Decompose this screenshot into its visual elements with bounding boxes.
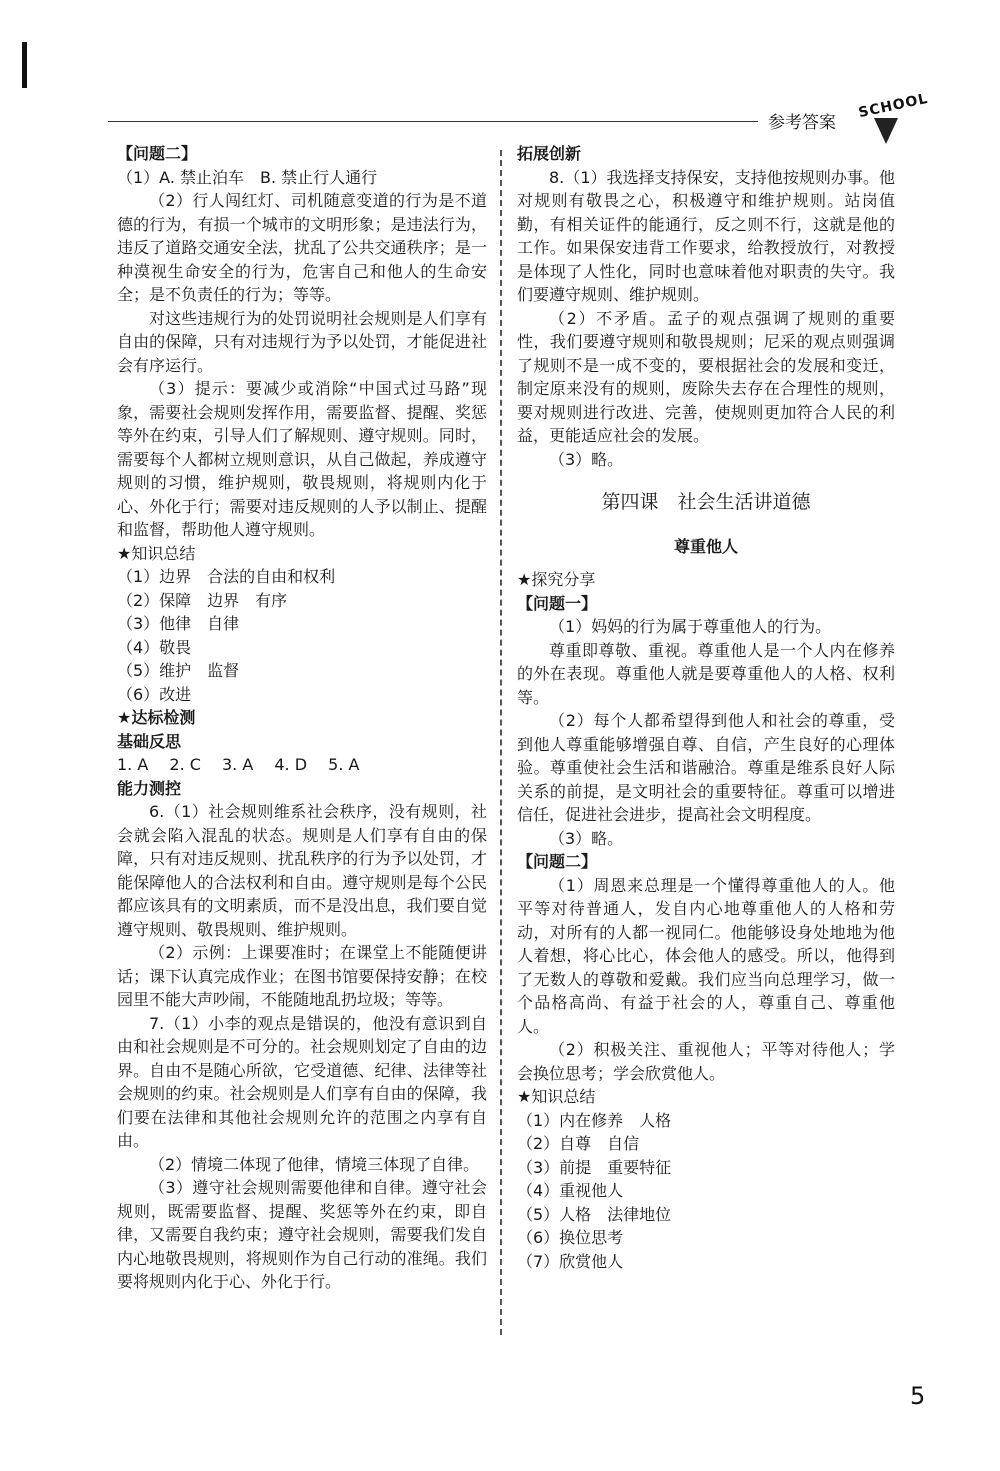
right-paragraph: 第四课 社会生活讲道德 — [601, 491, 811, 513]
school-badge — [852, 90, 930, 148]
right-paragraph: （1）周恩来总理是一个懂得尊重他人的人。他平等对待普通人，发自内心地尊重他人的人格和劳动，对所有的人都一视同仁。他能够设身处地地为他人着想，将心比心，体会他人的感受。所以，他得到了无数人的尊敬和爱戴。我们应当向总理学习，做一个品格高尚、有益于社会的人，尊重自己、尊重他人。 — [517, 875, 895, 1036]
left-paragraph: （5）维护 监督 — [117, 661, 240, 680]
right-paragraph: 尊重即尊敬、重视。尊重他人是一个人内在修养的外在表现。尊重他人就是要尊重他人的人格、权利等。 — [517, 640, 895, 707]
left-paragraph: ★知识总结 — [117, 543, 196, 563]
right-paragraph: （3）前提 重要特征 — [517, 1157, 672, 1177]
right-paragraph: 尊重他人 — [673, 536, 738, 556]
right-paragraph: （1）内在修养 人格 — [517, 1110, 672, 1130]
page-edge-mark — [22, 42, 27, 88]
header-rule — [108, 121, 758, 122]
left-paragraph: （3）他律 自律 — [117, 614, 240, 633]
left-paragraph: （6）改进 — [117, 684, 192, 704]
left-column — [117, 142, 487, 1294]
left-paragraph: （2）情境二体现了他律，情境三体现了自律。 — [149, 1154, 480, 1174]
right-paragraph: （2）每个人都希望得到他人和社会的尊重，受到他人尊重能够增强自尊、自信，产生良好的心理体验。尊重使社会生活和谐融洽。尊重是维系良好人际关系的前提，是文明社会的重要特征。尊重可以增进信任，促进社会进步，提高社会文明程度。 — [517, 711, 895, 824]
right-paragraph: （6）换位思考 — [517, 1228, 624, 1247]
page-number: 5 — [910, 1382, 926, 1410]
header-title: 参考答案 — [768, 113, 836, 133]
right-paragraph: （2）不矛盾。孟子的观点强调了规则的重要性，我们要遵守规则和敬畏规则；尼采的观点则强调了规则不是一成不变的，要根据社会的发展和变迁，制定原来没有的规则，废除失去存在合理性的规则，要对规则进行改进、完善，使规则更加符合人民的利益，更能适应社会的发展。 — [517, 308, 895, 445]
right-paragraph: （2）自尊 自信 — [517, 1134, 640, 1153]
school-badge-label: SCHOOL — [857, 90, 930, 122]
right-paragraph: （7）欣赏他人 — [517, 1251, 624, 1271]
left-paragraph: 能力测控 — [117, 778, 182, 798]
right-paragraph: （4）重视他人 — [517, 1181, 624, 1200]
left-paragraph: （3）提示：要减少或消除“中国式过马路”现象，需要社会规则发挥作用，需要监督、提醒、奖惩等外在约束，引导人们了解规则、遵守规则。同时，需要每个人都树立规则意识，从自己做起，养成遵守规则的习惯，维护规则，敬畏规则，将规则内化于心、外化于行；需要对违反规则的人予以制止、提醒和监督，帮助他人遵守规则。 — [117, 379, 487, 539]
right-paragraph: 拓展创新 — [517, 144, 582, 163]
left-paragraph: 基础反思 — [117, 731, 182, 751]
right-paragraph: 【问题二】 — [517, 852, 598, 871]
right-paragraph: 8.（1）我选择支持保安，支持他按规则办事。他对规则有敬畏之心，积极遵守和维护规则。站岗值勤，有相关证件的能通行，反之则不行，这就是他的工作。如果保安违背工作要求，给教授放行，对教授是体现了人性化，同时也意味着他对职责的失守。我们要遵守规则、维护规则。 — [517, 167, 895, 304]
right-paragraph: （5）人格 法律地位 — [517, 1204, 672, 1224]
left-paragraph: 【问题二】 — [117, 144, 198, 163]
right-paragraph: （3）略。 — [549, 449, 624, 469]
left-paragraph: （4）敬畏 — [117, 637, 192, 657]
left-paragraph: 7.（1）小李的观点是错误的，他没有意识到自由和社会规则是不可分的。社会规则划定了自由的边界。自由不是随心所欲，它受道德、纪律、法律等社会规则的约束。社会规则是人们享有自由的保障，我们要在法律和其他社会规则允许的范围之内享有自由。 — [117, 1013, 487, 1150]
right-paragraph: ★探究分享 — [517, 570, 596, 589]
left-paragraph: （2）行人闯红灯、司机随意变道的行为是不道德的行为，有损一个城市的文明形象；是违法行为，违反了道路交通安全法，扰乱了公共交通秩序；是一种漠视生命安全的行为，危害自己和他人的生命安全；是不负责任的行为；等等。 — [117, 191, 487, 304]
left-paragraph: ★达标检测 — [117, 708, 196, 727]
left-paragraph: 1. A 2. C 3. A 4. D 5. A — [117, 755, 360, 774]
right-paragraph: （1）妈妈的行为属于尊重他人的行为。 — [549, 617, 832, 636]
right-paragraph: 【问题一】 — [517, 593, 598, 613]
left-paragraph: （1）A. 禁止泊车 B. 禁止行人通行 — [117, 167, 378, 187]
right-column — [517, 142, 895, 1273]
right-paragraph: ★知识总结 — [517, 1087, 596, 1106]
pin-icon — [874, 118, 898, 144]
left-paragraph: 对这些违规行为的处罚说明社会规则是人们享有自由的保障，只有对违规行为予以处罚，才能促进社会有序运行。 — [117, 308, 487, 375]
left-paragraph: （2）保障 边界 有序 — [117, 590, 288, 610]
left-paragraph: （1）边界 合法的自由和权利 — [117, 567, 336, 586]
column-divider — [500, 150, 502, 1335]
left-paragraph: （2）示例：上课要准时；在课堂上不能随便讲话；课下认真完成作业；在图书馆要保持安静；在校园里不能大声吵闹，不能随地乱扔垃圾；等等。 — [117, 943, 487, 1009]
right-paragraph: （2）积极关注、重视他人；平等对待他人；学会换位思考；学会欣赏他人。 — [517, 1040, 895, 1083]
left-paragraph: （3）遵守社会规则需要他律和自律。遵守社会规则，既需要监督、提醒、奖惩等外在约束，即自律，又需要自我约束；遵守社会规则，需要我们发自内心地敬畏规则，将规则作为自己行动的准绳。我们要将规则内化于心、外化于行。 — [117, 1178, 487, 1291]
right-paragraph: （3）略。 — [549, 828, 624, 848]
left-paragraph: 6.（1）社会规则维系社会秩序，没有规则，社会就会陷入混乱的状态。规则是人们享有自由的保障，只有对违反规则、扰乱秩序的行为予以处罚，才能保障他人的合法权利和自由。遵守规则是每个公民都应该具有的文明素质，而不是没出息，我们要自觉遵守规则、敬畏规则、维护规则。 — [117, 802, 487, 939]
